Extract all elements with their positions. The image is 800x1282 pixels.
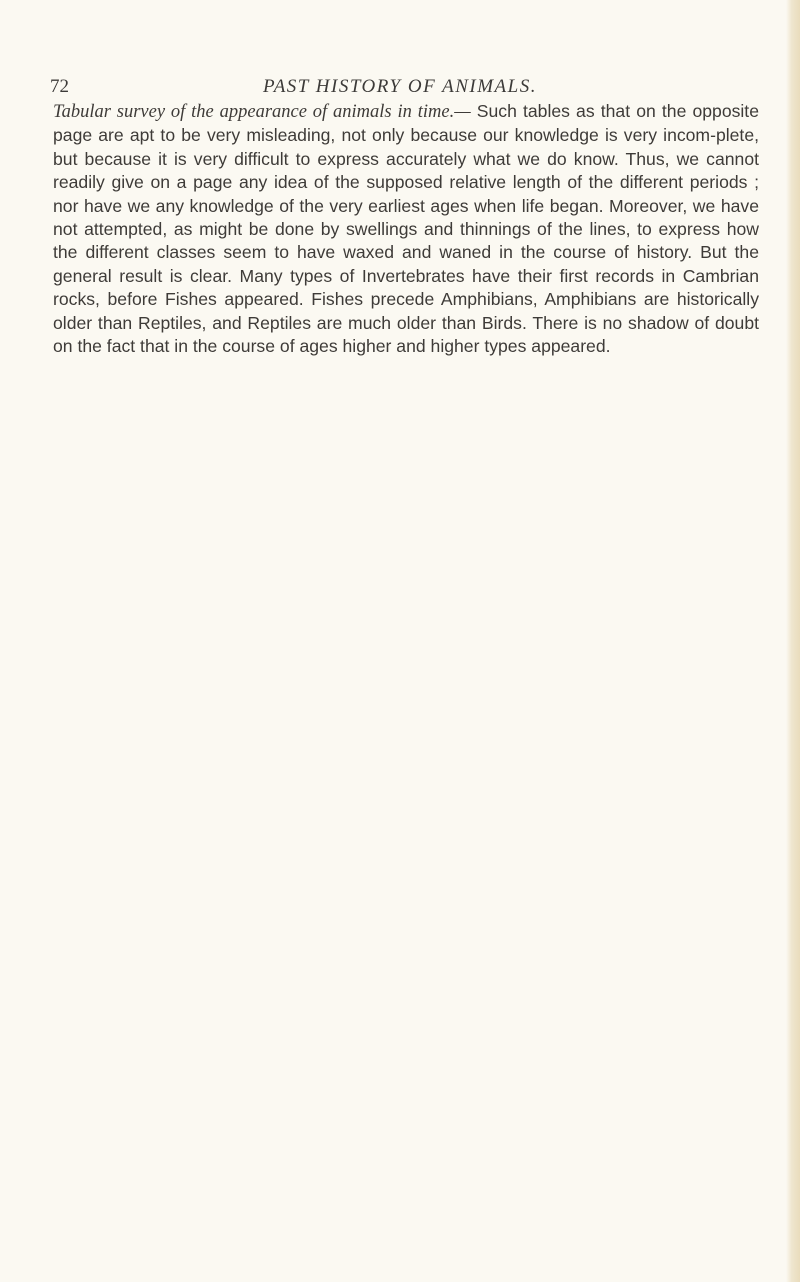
- page-number: 72: [50, 76, 69, 97]
- body-paragraph: [53, 100, 759, 358]
- paragraph-text: Such tables as that on the opposite page are apt to be very misleading, not only because our knowledge is very incom-plete, but because it is very difficult to express accurately what we do know. Thus, we cannot readily give on a page any idea of the supposed relative length of the different periods ; nor have we any knowledge of the very earliest ages when life began. Moreover, we have not attempted, as might be done by swellings and thinnings of the lines, to express how the different classes seem to have waxed and waned in the course of history. But the general result is clear. Many types of Invertebrates have their first records in Cambrian rocks, before Fishes appeared. Fishes precede Amphibians, Amphibians are historically older than Reptiles, and Reptiles are much older than Birds. There is no shadow of doubt on the fact that in the course of ages higher and higher types appeared.: [53, 101, 759, 357]
- running-title: PAST HISTORY OF ANIMALS.: [263, 76, 537, 97]
- paragraph-heading: Tabular survey of the appearance of animals in time.—: [53, 102, 471, 122]
- page-edge-shadow: [786, 0, 800, 1282]
